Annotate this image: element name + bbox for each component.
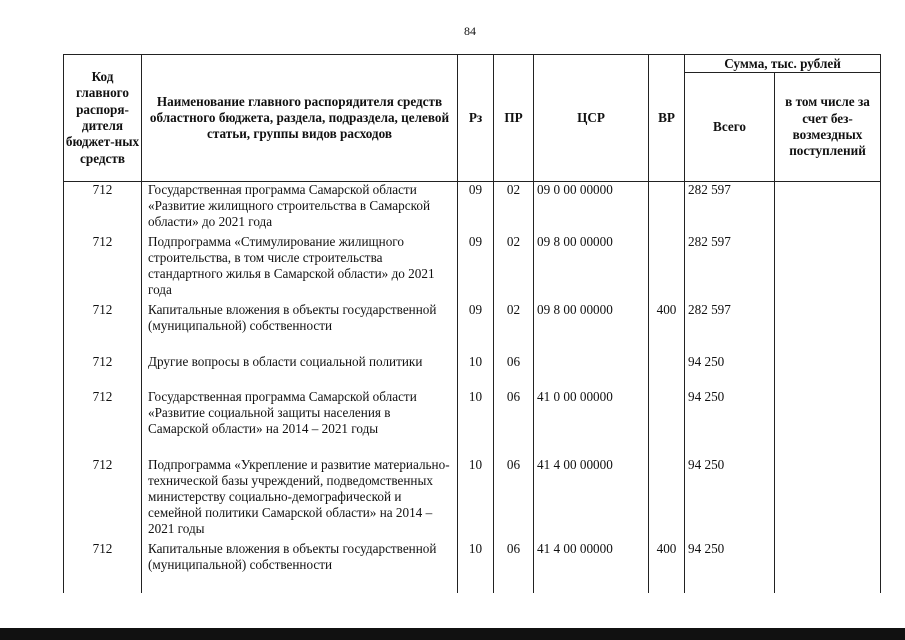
cell-csr: 41 4 00 00000 [534, 457, 649, 541]
table-row [64, 354, 881, 389]
header-vr: ВР [649, 55, 685, 182]
header-code: Код главного распоря-дителя бюджет-ных средств [64, 55, 142, 182]
cell-csr [534, 354, 649, 389]
cell-pr: 02 [494, 182, 534, 234]
cell-vr [649, 389, 685, 457]
cell-total: 94 250 [685, 389, 775, 457]
cell-vr: 400 [649, 302, 685, 354]
cell-total: 282 597 [685, 234, 775, 302]
cell-csr: 41 0 00 00000 [534, 389, 649, 457]
header-name: Наименование главного распорядителя средств областного бюджета, раздела, подраздела, целевой статьи, группы видов расходов [142, 55, 458, 182]
header-pr: ПР [494, 55, 534, 182]
table-row [64, 541, 881, 593]
header-csr: ЦСР [534, 55, 649, 182]
cell-total: 282 597 [685, 302, 775, 354]
header-sum: Сумма, тыс. рублей [685, 55, 881, 73]
cell-gratis [775, 234, 881, 302]
cell-name: Подпрограмма «Стимулирование жилищного строительства, в том числе строительства стандартного жилья в Самарской области» до 2021 года [142, 234, 458, 302]
cell-total: 282 597 [685, 182, 775, 234]
table-row [64, 389, 881, 457]
cell-rz: 10 [458, 354, 494, 389]
header-rz: Рз [458, 55, 494, 182]
cell-code: 712 [64, 354, 142, 389]
cell-vr [649, 182, 685, 234]
cell-pr: 06 [494, 354, 534, 389]
cell-name: Подпрограмма «Укрепление и развитие материально-технической базы учреждений, подведомственных министерству социально-демографической и семейной политики Самарской области» на 2014 – 2021 годы [142, 457, 458, 541]
header-gratis: в том числе за счет без-возмездных поступлений [775, 73, 881, 182]
cell-pr: 02 [494, 302, 534, 354]
cell-name: Другие вопросы в области социальной политики [142, 354, 458, 389]
table-header [64, 55, 881, 182]
cell-code: 712 [64, 234, 142, 302]
cell-pr: 06 [494, 541, 534, 593]
cell-gratis [775, 182, 881, 234]
cell-name: Государственная программа Самарской области «Развитие жилищного строительства в Самарской области» до 2021 года [142, 182, 458, 234]
cell-rz: 10 [458, 541, 494, 593]
cell-rz: 09 [458, 234, 494, 302]
cell-gratis [775, 541, 881, 593]
table-row [64, 302, 881, 354]
cell-rz: 10 [458, 389, 494, 457]
cell-code: 712 [64, 302, 142, 354]
cell-csr: 41 4 00 00000 [534, 541, 649, 593]
cell-rz: 10 [458, 457, 494, 541]
cell-total: 94 250 [685, 457, 775, 541]
cell-name: Капитальные вложения в объекты государственной (муниципальной) собственности [142, 302, 458, 354]
budget-table [63, 54, 881, 593]
cell-name: Государственная программа Самарской области «Развитие социальной защиты населения в Самарской области» на 2014 – 2021 годы [142, 389, 458, 457]
scan-bottom-bar [0, 628, 905, 640]
cell-csr: 09 8 00 00000 [534, 234, 649, 302]
cell-code: 712 [64, 541, 142, 593]
cell-total: 94 250 [685, 541, 775, 593]
cell-vr: 400 [649, 541, 685, 593]
cell-total: 94 250 [685, 354, 775, 389]
cell-name: Капитальные вложения в объекты государственной (муниципальной) собственности [142, 541, 458, 593]
cell-code: 712 [64, 457, 142, 541]
cell-code: 712 [64, 182, 142, 234]
header-total: Всего [685, 73, 775, 182]
cell-code: 712 [64, 389, 142, 457]
cell-csr: 09 0 00 00000 [534, 182, 649, 234]
cell-gratis [775, 389, 881, 457]
cell-vr [649, 354, 685, 389]
table-body [64, 182, 881, 593]
table-row [64, 457, 881, 541]
cell-gratis [775, 354, 881, 389]
cell-rz: 09 [458, 302, 494, 354]
cell-rz: 09 [458, 182, 494, 234]
cell-pr: 06 [494, 389, 534, 457]
cell-vr [649, 457, 685, 541]
page-number: 84 [464, 24, 476, 38]
cell-vr [649, 234, 685, 302]
cell-csr: 09 8 00 00000 [534, 302, 649, 354]
cell-pr: 02 [494, 234, 534, 302]
cell-gratis [775, 302, 881, 354]
table-row [64, 234, 881, 302]
table-row [64, 182, 881, 234]
cell-pr: 06 [494, 457, 534, 541]
cell-gratis [775, 457, 881, 541]
